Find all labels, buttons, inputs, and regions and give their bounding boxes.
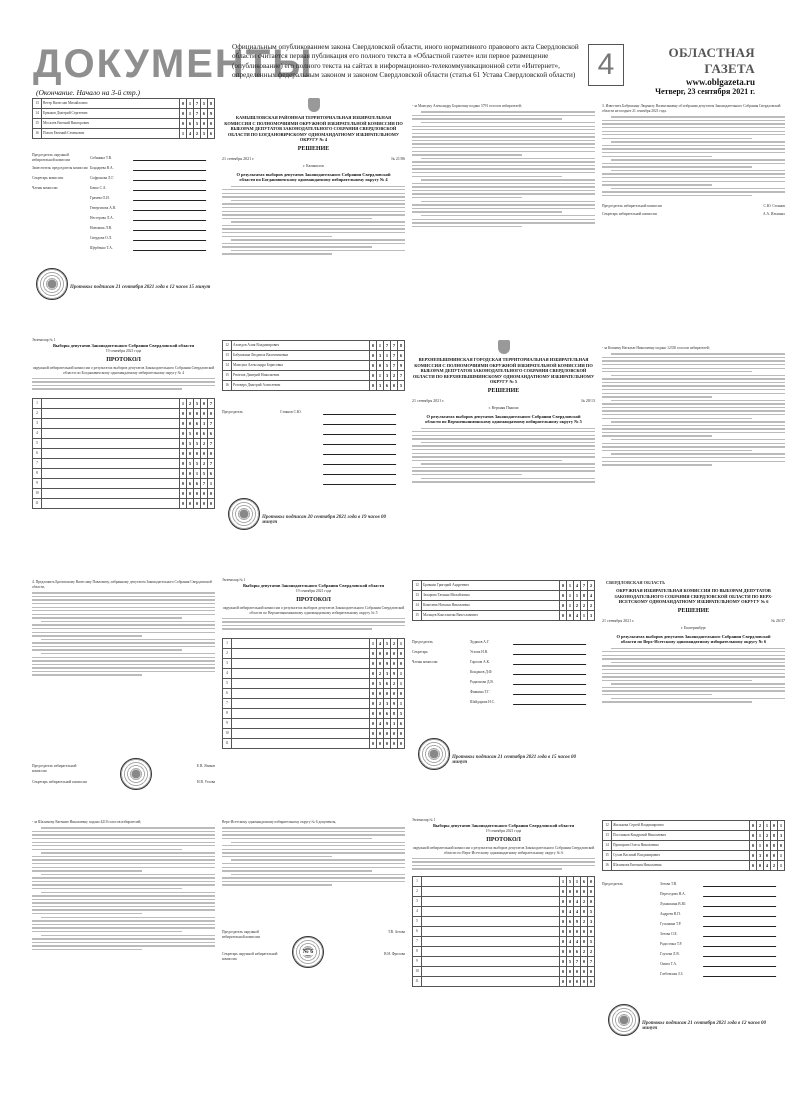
seal-stamp bbox=[228, 498, 260, 530]
table-row: 12 Ахмедов Алик Владимирович 0 1 7 7 8 bbox=[223, 341, 405, 351]
table-row: 12 Бровкин Григорий Андреевич 0 1 4 7 2 bbox=[413, 581, 595, 591]
table-row: 13 Захарова Татьяна Михайловна 0 1 1 8 4 bbox=[413, 591, 595, 601]
continuation-note: (Окончание. Начало на 3-й стр.) bbox=[36, 88, 140, 97]
commission-name: КАМЫШЛОВСКАЯ РАЙОННАЯ ТЕРРИТОРИАЛЬНАЯ ИЗБИРАТЕЛЬНАЯ КОМИССИЯ С ПОЛНОМОЧИЯМИ ОКРУЖНОЙ ИЗБИРАТЕЛЬНОЙ КОМИССИИ ПО ВЫБОРАМ ДЕПУТАТОВ ЗАКОНОДАТЕЛЬНОГО СОБРАНИЯ СВЕРДЛОВСКОЙ ОБЛАСТИ ПО БОГДАНОВИЧСКОМУ ОДНОМАНДАТНОМУ ИЗБИРАТЕЛЬНОМУ ОКРУГУ № 4 bbox=[224, 115, 403, 142]
seal-stamp: № 6 bbox=[292, 936, 324, 968]
doc-date: 21 сентября 2021 г. bbox=[222, 155, 255, 161]
table-row: 15 Ремезов Дмитрий Николаевич 0 1 3 2 7 bbox=[223, 371, 405, 381]
table-row: 16 Шалимова Евгения Николаевна 0 0 4 2 1 bbox=[603, 861, 785, 871]
doc-page-5: Экземпляр № 1 Выборы депутатов Законодательного Собрания Свердловской области 19 сентября 2021 года ПРОТОКОЛ окружной избирательной комиссии о результатах выборов депутатов Законодательного Собрания Свердловской области по Богдановичскому одномандатному избирательному округу № 4 1 1 2 5 0 7 2 0 0 0 0 0 3 0 0 6 3 7 4 0 5 0 6 6 5 0 5 5 2 7 6 0 0 0 0 0 7 0 5 5 2 7 8 0 0 1 5 6 9 0 6 6 7 1 10 0 0 0 0 0 11 0 0 0 0 0 bbox=[32, 338, 215, 564]
table-row: 16 Роговерх Дмитрий Алексеевич 0 3 6 0 5 bbox=[223, 381, 405, 391]
doc-page-13: - за Шалимову Евгению Николаевну подано 4210 голосов избирателей; bbox=[32, 818, 215, 1044]
doc-page-11: 12 Бровкин Григорий Андреевич 0 1 4 7 2 13 Захарова Татьяна Михайловна 0 1 1 8 4 14 Комелева Наталья Николаевна 0 1 2 2 2 15 Мальцев Константин Вячеславович 0 0 4 1 3 Председатель Худяков А.Г. Секретарь Углова Н.В. Члены комиссии Горохов А.К. Кондаков Д.Ф. Родионова Д.В. Фиякина Т.Г. Шайдарова Н.С. Протокол подписан 21 сентября 2021 года в 15 часов 00 минут bbox=[412, 578, 595, 804]
doc-page-10: Экземпляр № 1 Выборы депутатов Законодательного Собрания Свердловской области 19 сентября 2021 года ПРОТОКОЛ окружной избирательной комиссии о результатах выборов депутатов Законодательного Собрания Свердловской области по Верхнепышминскому одномандатному избирательному округу № 5 1 1 4 5 2 1 2 0 0 0 0 0 3 0 0 9 0 0 4 0 2 3 9 1 5 0 5 6 2 1 6 0 0 0 0 0 7 0 2 3 9 1 8 0 0 6 8 5 9 0 4 9 3 6 10 0 0 0 0 0 11 0 0 0 0 0 bbox=[222, 578, 405, 804]
doc-number: № 21/86 bbox=[391, 155, 405, 161]
table-row: 16 Попов Евгений Семенович 1 4 2 5 6 bbox=[33, 129, 215, 139]
table-row: 14 Ермаков Дмитрий Сергеевич 0 1 7 6 9 bbox=[33, 109, 215, 119]
paragraph: - за Мамсуну Александру Борисовну подано 5791 голосов избирателей; bbox=[412, 104, 522, 108]
coat-of-arms-icon bbox=[498, 340, 510, 354]
section-title: ДОКУМЕНТЫ bbox=[33, 42, 314, 86]
table-row: 14 Мамсуна Александра Борисовна 0 0 5 7 9 bbox=[223, 361, 405, 371]
newspaper-block bbox=[631, 45, 755, 96]
doc-page-1: 13 Ветер Вячеслав Михайлович 0 1 7 5 8 14 Ермаков Дмитрий Сергеевич 0 1 7 6 9 15 Мосалев Евгений Викторович 0 6 5 0 0 16 Попов Евгений Семенович 1 4 2 5 6 Председатель окружной избирательной комиссии Собянина Т.В. Заместитель председателя комиссии Бондарева В.А. Секретарь комиссии Софронова Л.Г. Члены комиссии Бачко С.А. Грачева О.И. Гевергизова А.В. Нестерова Л.А. Новокова Л.В. Свердова О.Л. Щербенко Т.А. Протокол подписан 21 сентября 2021 года в 12 часов 15 минут bbox=[32, 96, 215, 322]
table-row: 13 Постников Кондратий Николаевич 0 1 2 8 3 bbox=[603, 831, 785, 841]
doc-page-14: Верх-Исетскому одномандатному избирательному округу № 6 документы, № 6 Председатель окружной избирательной комиссии Т.В. Зотова Секретарь окружной избирательной комиссии В.Н. Фролова bbox=[222, 818, 405, 1044]
table-row: 13 Ветер Вячеслав Михайлович 0 1 7 5 8 bbox=[33, 99, 215, 109]
table-row: 15 Сухов Василий Владимирович 0 3 0 0 1 bbox=[603, 851, 785, 861]
doc-type: РЕШЕНИЕ bbox=[297, 145, 330, 152]
doc-subject: О результатах выборов депутатов Законодательного Собрания Свердловской области по Богдановичскому одномандатному избирательному округу № 4 bbox=[236, 171, 391, 182]
coat-of-arms-icon bbox=[308, 98, 320, 112]
doc-place: г. Камышлов bbox=[303, 163, 324, 168]
doc-page-8: - за Кошмму Наталью Николаевну подано 12330 голосов избирателей; bbox=[602, 338, 785, 564]
table-row: 13 Бабушкина Людмила Валентиновна 0 3 1 7 6 bbox=[223, 351, 405, 361]
doc-page-3 bbox=[412, 96, 595, 322]
doc-page-6: 12 Ахмедов Алик Владимирович 0 1 7 7 8 13 Бабушкина Людмила Валентиновна 0 3 1 7 6 14 Мамсуна Александра Борисовна 0 0 5 7 9 15 Ремезов Дмитрий Николаевич 0 1 3 2 7 16 Роговерх Дмитрий Алексеевич 0 3 6 0 5 Председатель Стоянов С.Ю. Протокол подписан 20 сентября 2021 года в 19 часов 00 минут bbox=[222, 338, 405, 564]
doc-page-2 bbox=[222, 96, 405, 322]
doc-page-15: Экземпляр № 1 Выборы депутатов Законодательного Собрания Свердловской области 19 сентября 2021 года ПРОТОКОЛ окружной избирательной комиссии о результатах выборов депутатов Законодательного Собрания Свердловской области по Верх-Исетскому одномандатному избирательному округу № 6 1 1 5 1 6 0 2 0 0 0 0 0 3 0 0 4 2 0 4 0 4 4 0 5 5 0 6 9 2 3 6 0 0 0 0 0 7 0 4 4 0 5 8 0 0 6 2 2 9 0 5 7 0 7 10 0 0 0 0 0 11 0 0 0 0 0 bbox=[412, 818, 595, 1044]
table-row: 15 Мосалев Евгений Викторович 0 6 5 0 0 bbox=[33, 119, 215, 129]
table-row: 15 Мальцев Константин Вячеславович 0 0 4 1 3 bbox=[413, 611, 595, 621]
table-row: 12 Жилькова Сергей Владимирович 0 2 1 0 1 bbox=[603, 821, 785, 831]
doc-page-9: 4. Предложить Брозовскому Вячеславу Павловичу, избранному депутатом Законодательного Собрания Свердловской области, Председатель избирательной комиссии Е.В. Язиков Секретарь избирательной комиссии Н.В. Углова bbox=[32, 578, 215, 804]
doc-type: ПРОТОКОЛ bbox=[106, 356, 141, 363]
table-row: 14 Комелева Наталья Николаевна 0 1 2 2 2 bbox=[413, 601, 595, 611]
doc-page-7: ВЕРХНЕПЫШМИНСКАЯ ГОРОДСКАЯ ТЕРРИТОРИАЛЬНАЯ ИЗБИРАТЕЛЬНАЯ КОМИССИЯ С ПОЛНОМОЧИЯМИ ОКРУЖНОЙ ИЗБИРАТЕЛЬНОЙ КОМИССИИ ПО ВЫБОРАМ ДЕПУТАТОВ ЗАКОНОДАТЕЛЬНОГО СОБРАНИЯ СВЕРДЛОВСКОЙ ОБЛАСТИ ПО ВЕРХНЕПЫШМИНСКОМУ ОДНОМАНДАТНОМУ ИЗБИРАТЕЛЬНОМУ ОКРУГУ № 5 РЕШЕНИЕ 21 сентября 2021 г. № 28/13 г. Верхняя Пышма О результатах выборов депутатов Законодательного Собрания Свердловской области по Верхнепышминскому одномандатному избирательному округу № 5 bbox=[412, 338, 595, 564]
seal-stamp bbox=[608, 1004, 640, 1036]
doc-page-16: 12 Жилькова Сергей Владимирович 0 2 1 0 1 13 Постников Кондратий Николаевич 0 1 2 8 3 14 Проворова Олеся Николаевна 0 1 0 8 0 15 Сухов Василий Владимирович 0 3 0 0 1 16 Шалимова Евгения Николаевна 0 0 4 2 1 Председатель Зотова Т.В. Переседова Н.А. Лукашкина В.Ю. Андреев В.П. Гусынина Т.Р. Зотова О.Е. Радостина Т.Р. Глухова Л.В. Омига Т.А. Глебовская З.З. Протокол подписан 21 сентября 2021 года в 12 часов 00 минут bbox=[602, 818, 785, 1044]
doc-page-12: СВЕРДЛОВСКАЯ ОБЛАСТЬ ОКРУЖНАЯ ИЗБИРАТЕЛЬНАЯ КОМИССИЯ ПО ВЫБОРАМ ДЕПУТАТОВ ЗАКОНОДАТЕЛЬНОГО СОБРАНИЯ СВЕРДЛОВСКОЙ ОБЛАСТИ ПО ВЕРХ-ИСЕТСКОМУ ОДНОМАНДАТНОМУ ИЗБИРАТЕЛЬНОМУ ОКРУГУ № 6 РЕШЕНИЕ 21 сентября 2021 г. № 26/37 г. Екатеринбург О результатах выборов депутатов Законодательного Собрания Свердловской области по Верх-Исетскому одномандатному избирательному округу № 6 bbox=[602, 578, 785, 804]
issue-date: Четверг, 23 сентября 2021 г. bbox=[655, 87, 755, 96]
table-row: 14 Проворова Олеся Николаевна 0 1 0 8 0 bbox=[603, 841, 785, 851]
seal-stamp bbox=[36, 268, 68, 300]
signed-time: Протокол подписан 21 сентября 2021 года в 12 часов 15 минут bbox=[70, 285, 211, 290]
seal-stamp bbox=[418, 738, 450, 770]
paragraph: 3. Известить Бабушкину Людмилу Валентиновну об избрании депутатом Законодательного Собрания Свердловской области не позднее 21 сентября 2021 года. bbox=[602, 104, 781, 113]
newspaper-url[interactable]: www.oblgazeta.ru bbox=[686, 77, 755, 87]
results-table bbox=[32, 98, 215, 139]
section-description: Официальным опубликованием закона Свердловской области, иного нормативного правового акта Свердловской области считается первая публикация его полного текста в «Областной газете» или первое размещение (опубликование) его полного текста на сайтах в информационно-телекоммуникационной сети «Интернет», определенных федеральным законом и законом Свердловской области (статья 61 Устава Свердловской области) bbox=[232, 43, 579, 80]
newspaper-name: ОБЛАСТНАЯ ГАЗЕТА bbox=[668, 45, 755, 76]
page-number: 4 bbox=[588, 44, 624, 86]
doc-page-4: 3. Известить Бабушкину Людмилу Валентиновну об избрании депутатом Законодательного Собрания Свердловской области не позднее 21 сентября 2021 года. Председатель избирательной комиссии С.Ю. Стоянов Секретарь избирательной комиссии А.А. Ильиных bbox=[602, 104, 785, 217]
